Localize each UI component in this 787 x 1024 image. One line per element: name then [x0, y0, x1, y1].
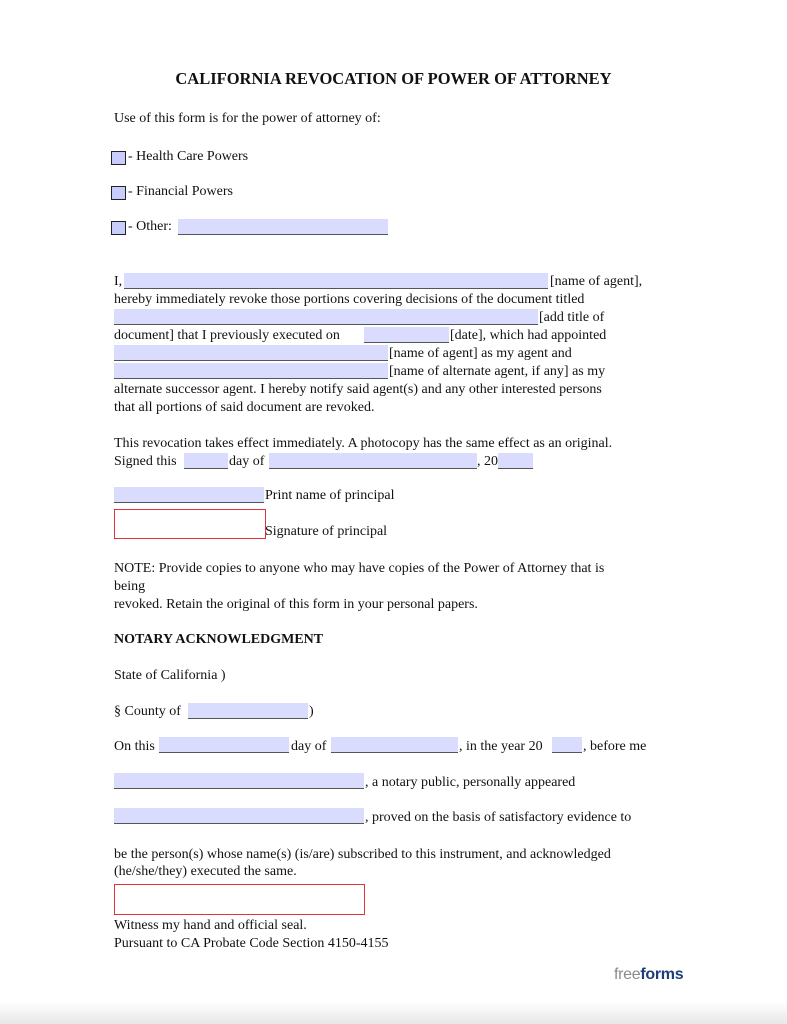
- rev-l1-prefix: I,: [114, 274, 123, 289]
- signed-year-input[interactable]: [498, 453, 533, 469]
- rev-l8: that all portions of said document are revoked.: [114, 400, 375, 415]
- date-input[interactable]: [364, 327, 449, 343]
- financial-checkbox[interactable]: [111, 186, 126, 200]
- notary-signature-field[interactable]: [114, 884, 365, 915]
- proved-label: , proved on the basis of satisfactory evidence to: [365, 810, 632, 825]
- logo-forms: forms: [640, 966, 684, 983]
- signature-label: Signature of principal: [265, 524, 388, 539]
- note-l3: revoked. Retain the original of this form in your personal papers.: [114, 597, 478, 612]
- notary-day-of-label: day of: [291, 739, 327, 754]
- on-this-label: On this: [114, 739, 155, 754]
- notary-day-input[interactable]: [159, 737, 289, 753]
- other-input[interactable]: [178, 219, 388, 235]
- pursuant-text: Pursuant to CA Probate Code Section 4150-4155: [114, 936, 389, 951]
- ack-l1: be the person(s) whose name(s) (is/are) subscribed to this instrument, and acknowledged: [114, 847, 611, 862]
- rev-l7: alternate successor agent. I hereby notify said agent(s) and any other interested persons: [114, 382, 602, 397]
- state-text: State of California ): [114, 668, 226, 683]
- notary-heading: NOTARY ACKNOWLEDGMENT: [114, 632, 324, 647]
- in-year-label: , in the year 20: [459, 739, 543, 754]
- rev-l6-suffix: [name of alternate agent, if any] as my: [389, 364, 606, 379]
- county-input[interactable]: [188, 703, 308, 719]
- health-care-label: - Health Care Powers: [128, 149, 249, 164]
- principal-signature-field[interactable]: [114, 509, 266, 539]
- year-prefix: , 20: [477, 454, 498, 469]
- rev-l3-suffix: [add title of: [539, 310, 605, 325]
- freeforms-logo: [614, 966, 683, 984]
- signed-this-label: Signed this: [114, 454, 177, 469]
- logo-free: free: [614, 966, 641, 983]
- county-suffix: ): [309, 704, 314, 719]
- note-l2: being: [114, 579, 146, 594]
- appeared-person-input[interactable]: [114, 808, 364, 824]
- ack-l2: (he/she/they) executed the same.: [114, 864, 297, 879]
- signed-month-input[interactable]: [269, 453, 477, 469]
- other-label: - Other:: [128, 219, 172, 234]
- appointed-agent-input[interactable]: [114, 345, 388, 361]
- signed-day-input[interactable]: [184, 453, 228, 469]
- effect-text: This revocation takes effect immediately. A photocopy has the same effect as an original.: [114, 436, 613, 451]
- day-of-label: day of: [229, 454, 265, 469]
- financial-label: - Financial Powers: [128, 184, 233, 199]
- print-name-label: Print name of principal: [265, 488, 395, 503]
- rev-l1-suffix: [name of agent],: [550, 274, 643, 289]
- agent-name-input[interactable]: [124, 273, 548, 289]
- health-care-checkbox[interactable]: [111, 151, 126, 165]
- other-checkbox[interactable]: [111, 221, 126, 235]
- notary-name-input[interactable]: [114, 773, 364, 789]
- rev-l4-prefix: document] that I previously executed on: [114, 328, 340, 343]
- witness-text: Witness my hand and official seal.: [114, 918, 307, 933]
- print-name-input[interactable]: [114, 487, 264, 503]
- intro-text: Use of this form is for the power of attorney of:: [114, 111, 381, 126]
- alternate-agent-input[interactable]: [114, 363, 388, 379]
- rev-l4-suffix: [date], which had appointed: [450, 328, 607, 343]
- notary-month-input[interactable]: [331, 737, 458, 753]
- county-prefix: § County of: [114, 704, 181, 719]
- document-title: CALIFORNIA REVOCATION OF POWER OF ATTORNEY: [175, 69, 612, 88]
- notary-public-label: , a notary public, personally appeared: [365, 775, 576, 790]
- rev-l5-suffix: [name of agent] as my agent and: [389, 346, 572, 361]
- rev-l2: hereby immediately revoke those portions covering decisions of the document titled: [114, 292, 585, 307]
- page-bottom-shadow: [0, 1002, 787, 1024]
- notary-year-input[interactable]: [552, 737, 582, 753]
- before-me-label: , before me: [583, 739, 647, 754]
- document-title-input[interactable]: [114, 309, 538, 325]
- note-l1: NOTE: Provide copies to anyone who may have copies of the Power of Attorney that is: [114, 561, 605, 576]
